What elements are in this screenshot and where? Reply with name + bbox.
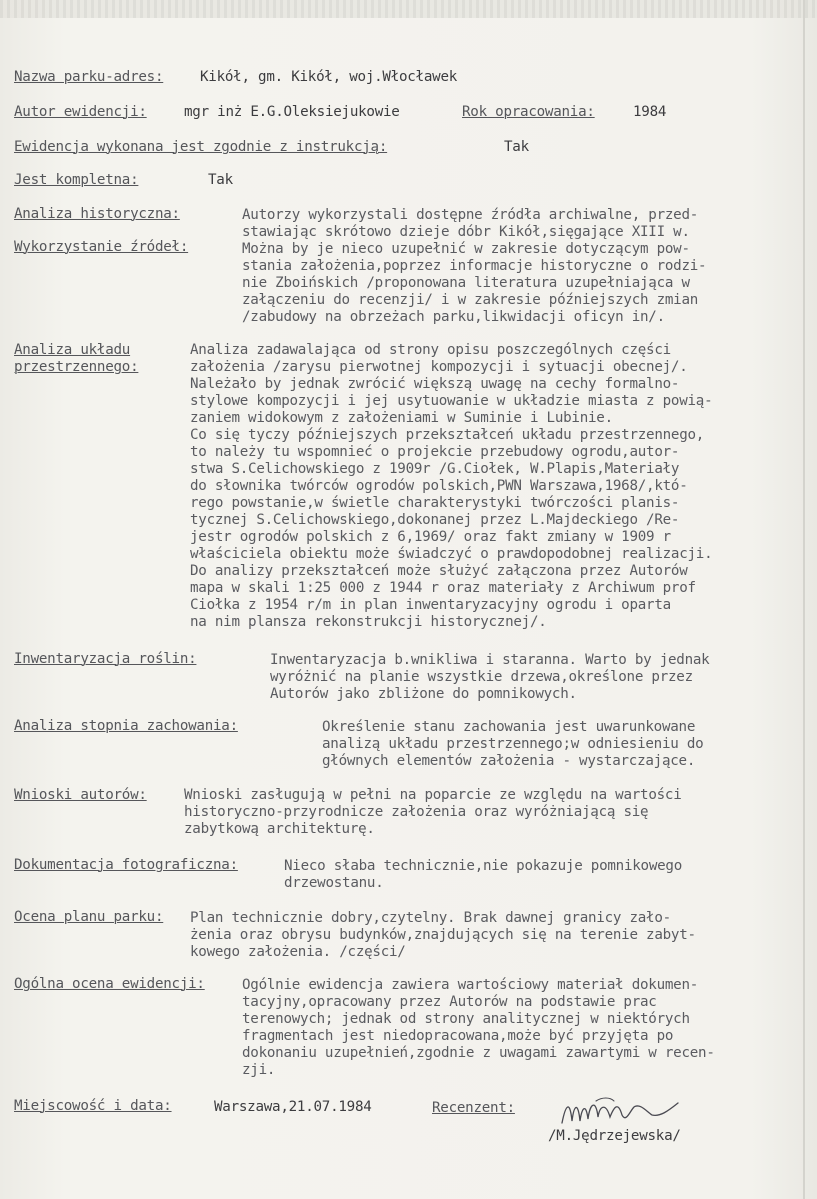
historical-line-2: stawiając skrótowo dzieje dóbr Kikół,sięgające XIII w. (242, 224, 690, 240)
plants-label: Inwentaryzacja roślin: (14, 651, 197, 667)
plants-line-2: wyróżnić na planie wszystkie drzewa,określone przez (270, 669, 693, 685)
condition-line-1: Określenie stanu zachowania jest uwarunkowane (322, 719, 696, 735)
conclusions-label: Wnioski autorów: (14, 787, 147, 803)
spatial-label: Analiza układu (14, 342, 131, 358)
reviewer-name: /M.Jędrzejewska/ (548, 1128, 681, 1144)
spatial-line-12: jestr ogrodów polskich z 6,1969/ oraz fakt zmiany w 1909 r (190, 529, 671, 545)
overall-line-5: dokonaniu uzupełnień,zgodnie z uwagami zawartymi w recen- (242, 1045, 715, 1061)
condition-line-3: głównych elementów założenia - wystarczające. (322, 753, 696, 769)
year-value: 1984 (633, 104, 667, 120)
condition-label: Analiza stopnia zachowania: (14, 718, 238, 734)
historical-line-5: nie Zboińskich /proponowana literatura uzupełniająca w (242, 275, 690, 291)
park-value: Kikół, gm. Kikół, woj.Włocławek (200, 69, 458, 85)
conclusions-line-3: zabytkową architekturę. (184, 821, 375, 837)
scan-right-fold (803, 0, 805, 1199)
spatial-line-10: rego powstanie,w świetle charakterystyki twórczości planis- (190, 495, 680, 511)
spatial-line-7: to należy tu wspomnieć o projekcie przebudowy ogrodu,autor- (190, 444, 680, 460)
spatial-line-14: Do analizy przekształceń może służyć załączona przez Autorów (190, 563, 688, 579)
year-label: Rok opracowania: (462, 104, 595, 120)
historical-line-4: stania założenia,poprzez informacje historyczne o rodzi- (242, 258, 707, 274)
spatial-line-11: tycznej S.Celichowskiego,dokonanej przez L.Majdeckiego /Re- (190, 512, 680, 528)
historical-line-7: /zabudowy na obrzeżach parku,likwidacji oficyn in/. (242, 309, 665, 325)
spatial-line-13: właściciela obiektu może świadczyć o prawdopodobnej realizacji. (190, 546, 713, 562)
spatial-line-2: założenia /zarysu pierwotnej kompozycji i sytuacji obecnej/. (190, 359, 688, 375)
historical-line-6: załączeniu do recenzji/ i w zakresie późniejszych zmian (242, 292, 699, 308)
handwritten-signature (556, 1093, 686, 1133)
spatial-line-17: na nim plansza rekonstrukcji historycznej/. (190, 614, 547, 630)
instruction-label: Ewidencja wykonana jest zgodnie z instrukcją: (14, 139, 388, 155)
photo-label: Dokumentacja fotograficzna: (14, 857, 238, 873)
spatial-line-8: stwa S.Celichowskiego z 1909r /G.Ciołek, W.Plapis,Materiały (190, 461, 680, 477)
place-date-label: Miejscowość i data: (14, 1098, 172, 1114)
place-date-value: Warszawa,21.07.1984 (214, 1099, 372, 1115)
spatial-line-1: Analiza zadawalająca od strony opisu poszczególnych części (190, 342, 671, 358)
plants-line-1: Inwentaryzacja b.wnikliwa i staranna. Warto by jednak (270, 652, 710, 668)
authors-value: mgr inż E.G.Oleksiejukowie (184, 104, 400, 120)
conclusions-line-2: historyczno-przyrodnicze założenia oraz wyróżniającą się (184, 804, 649, 820)
spatial-label-2: przestrzennego: (14, 359, 139, 375)
historical-line-1: Autorzy wykorzystali dostępne źródła archiwalne, przed- (242, 207, 699, 223)
overall-line-2: tacyjny,opracowany przez Autorów na podstawie prac (242, 994, 657, 1010)
complete-value: Tak (208, 172, 233, 188)
historical-label: Analiza historyczna: (14, 206, 180, 222)
sources-label: Wykorzystanie źródeł: (14, 239, 189, 255)
condition-line-2: analizą układu przestrzennego;w odniesieniu do (322, 736, 704, 752)
overall-line-3: terenowych; jednak od strony analitycznej w niektórych (242, 1011, 690, 1027)
plan-line-3: kowego założenia. /części/ (190, 944, 406, 960)
plants-line-3: Autorów jako zbliżone do pomnikowych. (270, 686, 577, 702)
spatial-line-15: mapa w skali 1:25 000 z 1944 r oraz materiały z Archiwum prof (190, 580, 696, 596)
historical-line-3: Można by je nieco uzupełnić w zakresie dotyczącym pow- (242, 241, 690, 257)
authors-label: Autor ewidencji: (14, 104, 147, 120)
overall-line-4: fragmentach jest niedopracowana,może być przyjęta po (242, 1028, 674, 1044)
overall-label: Ogólna ocena ewidencji: (14, 976, 205, 992)
park-label: Nazwa parku-adres: (14, 69, 164, 85)
overall-line-6: zji. (242, 1062, 276, 1078)
photo-line-1: Nieco słaba technicznie,nie pokazuje pomnikowego (284, 858, 682, 874)
plan-line-1: Plan technicznie dobry,czytelny. Brak dawnej granicy zało- (190, 910, 671, 926)
complete-label: Jest kompletna: (14, 172, 139, 188)
spatial-line-5: zaniem widokowym z założeniami w Suminie i Lubinie. (190, 410, 613, 426)
overall-line-1: Ogólnie ewidencja zawiera wartościowy materiał dokumen- (242, 977, 699, 993)
plan-line-2: żenia oraz obrysu budynków,znajdujących się na terenie zabyt- (190, 927, 696, 943)
spatial-line-3: Należało by jednak zwrócić większą uwagę na cechy formalno- (190, 376, 680, 392)
photo-line-2: drzewostanu. (284, 875, 384, 891)
plan-label: Ocena planu parku: (14, 909, 164, 925)
spatial-line-9: do słownika twórców ogrodów polskich,PWN Warszawa,1968/,któ- (190, 478, 688, 494)
conclusions-line-1: Wnioski zasługują w pełni na poparcie ze względu na wartości (184, 787, 682, 803)
reviewer-label: Recenzent: (432, 1100, 515, 1116)
instruction-value: Tak (504, 139, 529, 155)
spatial-line-4: stylowe kompozycji i jej usytuowanie w układzie miasta z powią- (190, 393, 713, 409)
spatial-line-6: Co się tyczy późniejszych przekształceń układu przestrzennego, (190, 427, 705, 443)
scan-top-edge (0, 0, 817, 18)
spatial-line-16: Ciołka z 1954 r/m in plan inwentaryzacyjny ogrodu i oparta (190, 597, 671, 613)
